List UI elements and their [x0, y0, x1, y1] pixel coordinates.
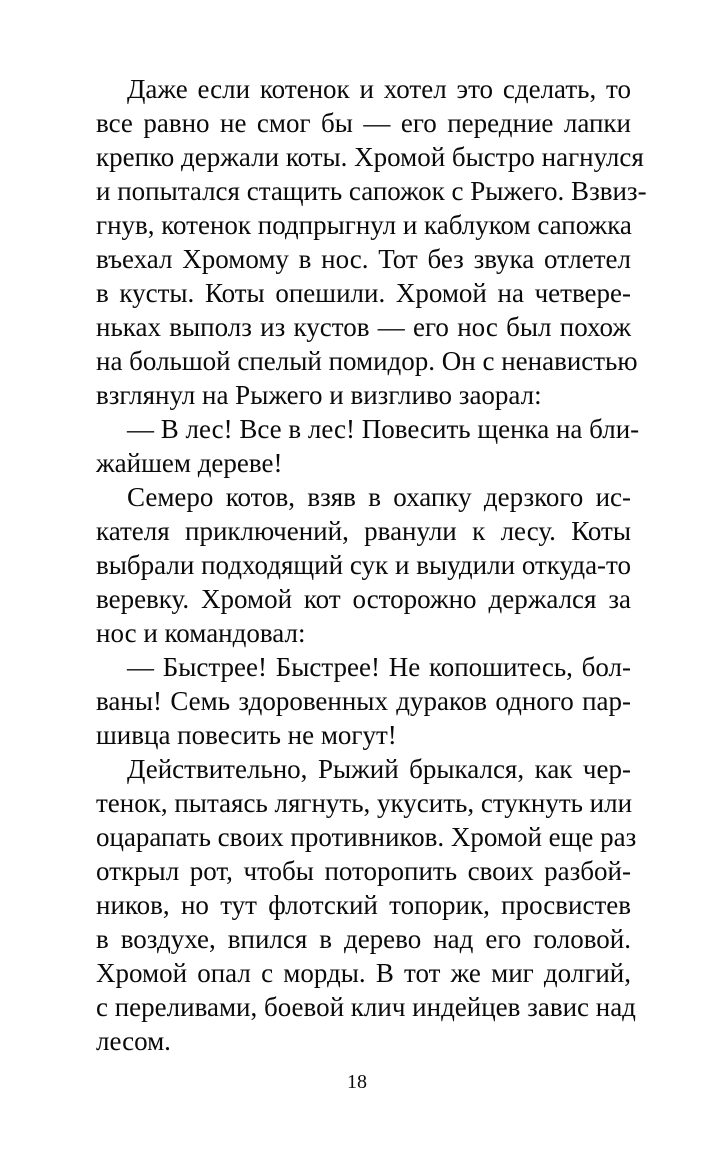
text-line: оцарапать своих противников. Хромой еще раз — [96, 822, 637, 852]
text-line: все равно не смог бы — его передние лапки — [96, 108, 631, 138]
text-line: ваны! Семь здоровенных дураков одного пар- — [96, 686, 631, 716]
text-line: Хромой опал с морды. В тот же миг долгий, — [96, 958, 631, 988]
text-line: выбрали подходящий сук и выудили откуда-то — [96, 550, 631, 580]
text-line: с переливами, боевой клич индейцев завис над — [96, 992, 636, 1022]
page-number: 18 — [347, 1071, 367, 1093]
text-line: веревку. Хромой кот осторожно держался за — [96, 584, 631, 614]
text-line: в воздухе, впился в дерево над его головой. — [96, 924, 631, 954]
text-line: — В лес! Все в лес! Повесить щенка на бли- — [127, 414, 640, 444]
text-line: взглянул на Рыжего и визгливо заорал: — [96, 380, 542, 410]
text-line: тенок, пытаясь лягнуть, укусить, стукнуть или — [96, 788, 633, 818]
text-line: нос и командовал: — [96, 618, 306, 648]
text-line: шивца повесить не могут! — [96, 720, 397, 750]
text-line: в кусты. Коты опешили. Хромой на четвере- — [96, 278, 631, 308]
text-line: Действительно, Рыжий брыкался, как чер- — [127, 754, 631, 784]
text-line: Семеро котов, взяв в охапку дерзкого ис- — [127, 482, 631, 512]
text-line: — Быстрее! Быстрее! Не копошитесь, бол- — [127, 652, 631, 682]
text-line: въехал Хромому в нос. Тот без звука отлетел — [96, 244, 631, 274]
text-line: кателя приключений, рванули к лесу. Коты — [96, 516, 631, 546]
text-line: гнув, котенок подпрыгнул и каблуком сапожка — [96, 210, 632, 240]
text-line: ников, но тут флотский топорик, просвистев — [96, 890, 631, 920]
text-line: крепко держали коты. Хромой быстро нагнулся — [96, 142, 644, 172]
text-line: жайшем дереве! — [96, 448, 283, 478]
text-line: на большой спелый помидор. Он с ненавистью — [96, 346, 638, 376]
text-line: открыл рот, чтобы поторопить своих разбой- — [96, 856, 631, 886]
text-line: Даже если котенок и хотел это сделать, то — [127, 74, 631, 104]
text-line: лесом. — [96, 1026, 171, 1056]
text-line: и попытался стащить сапожок с Рыжего. Взвиз- — [96, 176, 647, 206]
text-line: ньках выполз из кустов — его нос был похож — [96, 312, 631, 342]
